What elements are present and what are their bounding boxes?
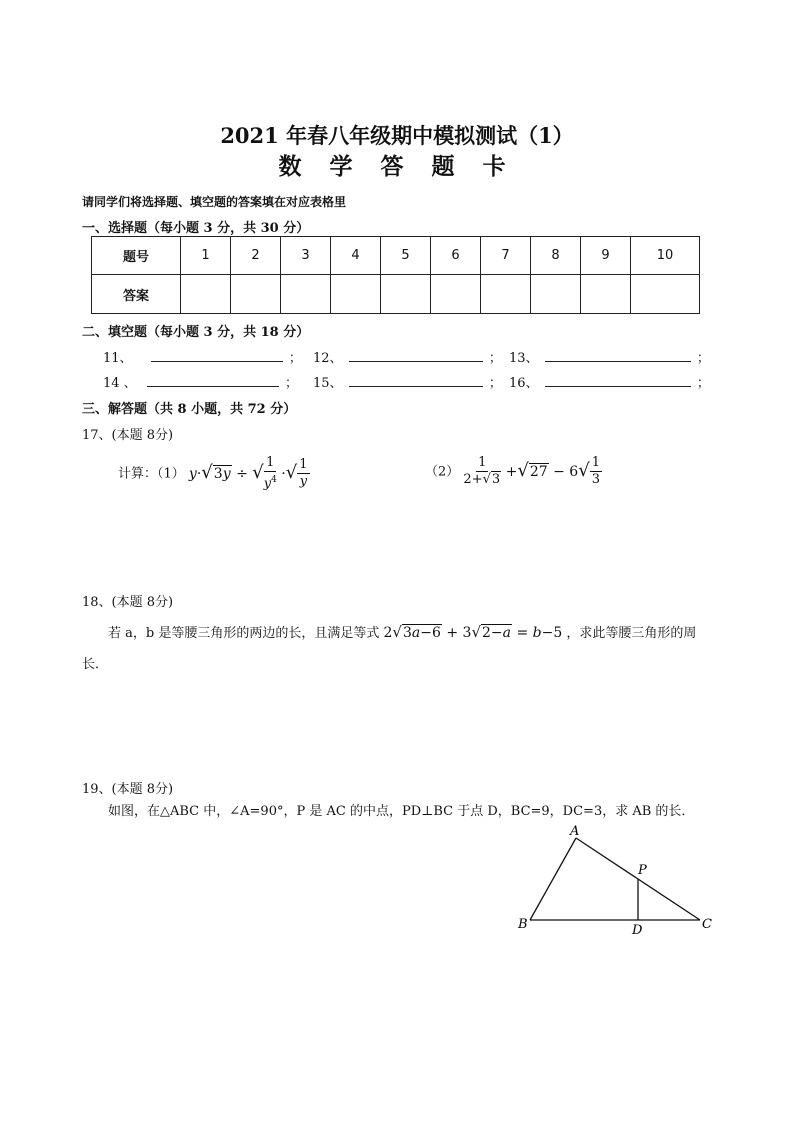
answer-cell[interactable] <box>431 275 481 314</box>
side-ab <box>530 838 576 920</box>
fill-blank[interactable] <box>545 374 691 387</box>
fill-item-11 <box>103 347 302 366</box>
section1-heading: 一、选择题（每小题 3 分，共 30 分） <box>82 221 310 236</box>
q19-label: 19、(本题 8分) <box>82 782 174 797</box>
fill-end-mark: ； <box>288 351 302 366</box>
label-p: P <box>638 863 647 878</box>
fill-number: 11、 <box>103 351 133 366</box>
answer-cell[interactable] <box>481 275 531 314</box>
fill-number: 16、 <box>509 376 539 391</box>
row-label-number: 题号 <box>92 237 181 275</box>
question-number: 2 <box>231 237 281 275</box>
fill-item-16 <box>509 372 710 391</box>
q17-part2 <box>425 455 602 488</box>
answer-cell[interactable] <box>631 275 700 314</box>
label-c: C <box>702 917 712 932</box>
answer-cell[interactable] <box>231 275 281 314</box>
instruction-note: 请同学们将选择题、填空题的答案填在对应表格里 <box>82 195 347 209</box>
q17-label: 17、(本题 8分) <box>82 428 174 443</box>
q17-part2-label: （2） <box>425 464 460 480</box>
triangle-figure <box>510 818 730 938</box>
fill-number: 14 、 <box>103 376 137 391</box>
label-d: D <box>632 923 643 938</box>
page-subtitle: 数 学 答 题 卡 <box>278 153 516 180</box>
question-number: 1 <box>181 237 231 275</box>
q19-text: 如图，在△ABC 中，∠A=90°，P 是 AC 的中点，PD⊥BC 于点 D，BC=9，DC=3，求 AB 的长． <box>108 804 695 819</box>
q17-expression-1: y·√3y ÷ √ $\frac{1}{y^4}$ ·√ $\frac{1}{y}$ <box>188 455 308 492</box>
q18-text-b: ，求此等腰三角形的周 <box>566 626 697 641</box>
label-b: B <box>518 917 528 932</box>
section3-heading: 三、解答题（共 8 小题，共 72 分） <box>82 402 297 417</box>
fill-blank[interactable] <box>349 349 483 362</box>
fill-number: 13、 <box>509 351 539 366</box>
question-number: 7 <box>481 237 531 275</box>
fill-end-mark: ； <box>284 376 298 391</box>
fill-item-13 <box>509 347 710 366</box>
q18-equation: 2√3a−6 + 3√2−a = b−5 <box>383 623 563 641</box>
answer-table <box>91 236 700 314</box>
answer-cell[interactable] <box>181 275 231 314</box>
label-a: A <box>570 824 580 839</box>
row-label-answer: 答案 <box>92 275 181 314</box>
q17-prefix: 计算：（1） <box>118 466 185 482</box>
question-number: 4 <box>331 237 381 275</box>
page-title: 2021 年春八年级期中模拟测试（1） <box>220 123 574 148</box>
fill-end-mark: ； <box>696 376 710 391</box>
number-row <box>92 237 700 275</box>
fill-item-15 <box>313 372 502 391</box>
fill-blank[interactable] <box>147 374 279 387</box>
fill-number: 12、 <box>313 351 343 366</box>
fill-end-mark: ； <box>488 376 502 391</box>
q18-text <box>108 622 696 641</box>
fill-item-14 <box>103 372 298 391</box>
fill-blank[interactable] <box>545 349 691 362</box>
question-number: 3 <box>281 237 331 275</box>
question-number: 9 <box>581 237 631 275</box>
fill-item-12 <box>313 347 502 366</box>
q17-part1 <box>118 455 310 492</box>
question-number: 8 <box>531 237 581 275</box>
section2-heading: 二、填空题（每小题 3 分，共 18 分） <box>82 325 310 340</box>
answer-cell[interactable] <box>381 275 431 314</box>
fill-blank[interactable] <box>151 349 283 362</box>
question-number: 5 <box>381 237 431 275</box>
answer-cell[interactable] <box>581 275 631 314</box>
q18-text-a: 若 a，b 是等腰三角形的两边的长，且满足等式 <box>108 626 380 641</box>
answer-cell[interactable] <box>331 275 381 314</box>
q18-label: 18、(本题 8分) <box>82 595 174 610</box>
answer-cell[interactable] <box>531 275 581 314</box>
question-number: 10 <box>631 237 700 275</box>
answer-row <box>92 275 700 314</box>
fill-end-mark: ； <box>488 351 502 366</box>
question-number: 6 <box>431 237 481 275</box>
fill-number: 15、 <box>313 376 343 391</box>
q18-text-c: 长． <box>82 657 109 672</box>
q17-expression-2: $\frac{1}{2+√3}$ +√27 − 6√ $\frac{1}{3}$ <box>463 455 600 487</box>
answer-cell[interactable] <box>281 275 331 314</box>
fill-end-mark: ； <box>696 351 710 366</box>
fill-blank[interactable] <box>349 374 483 387</box>
